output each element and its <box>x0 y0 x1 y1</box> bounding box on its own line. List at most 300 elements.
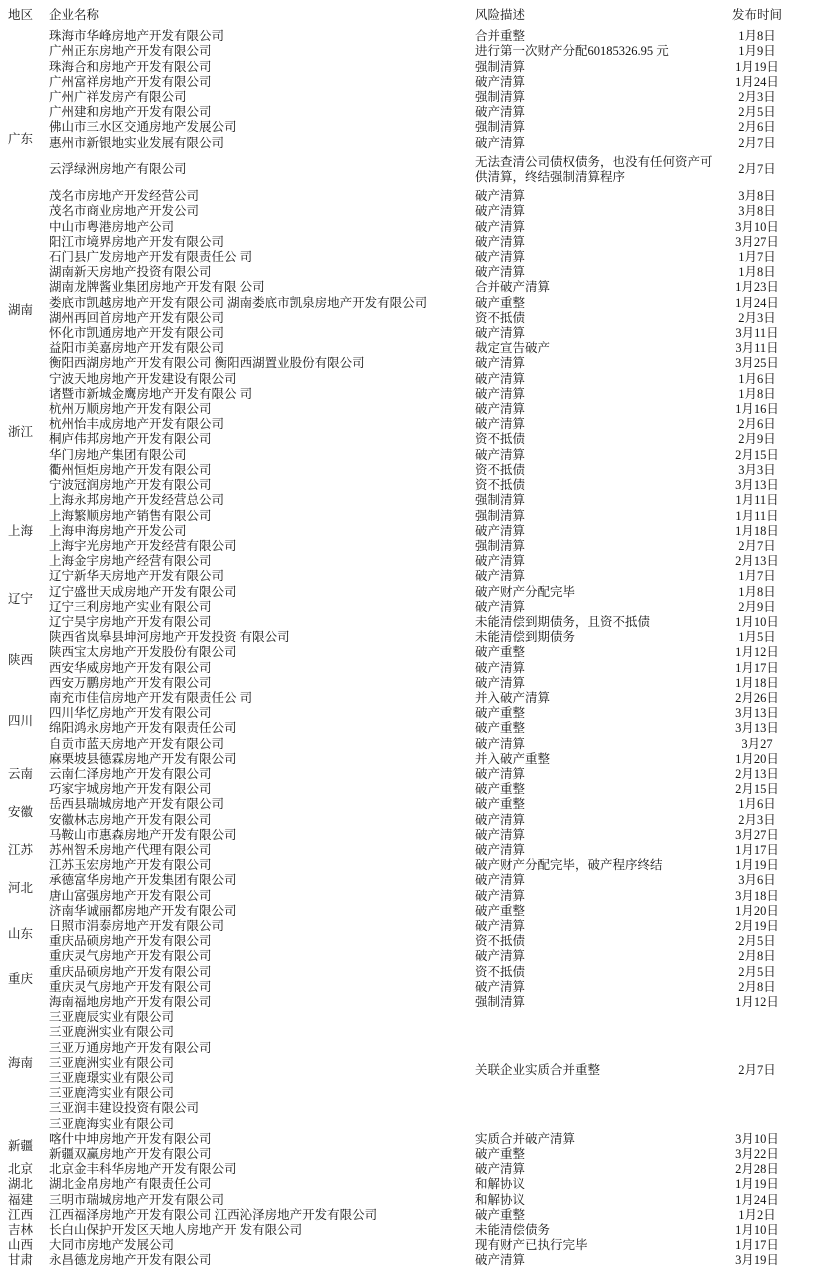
region-label: 山东 <box>8 926 34 941</box>
row-spacer <box>795 151 825 189</box>
region-label: 山西 <box>8 1238 34 1253</box>
risk-description: 破产清算 <box>475 660 526 675</box>
table-row <box>0 630 825 645</box>
company-name: 新疆双赢房地产开发有限公司 <box>49 1147 212 1162</box>
row-spacer <box>795 661 825 676</box>
publish-date: 3月25日 <box>735 356 779 371</box>
company-name: 惠州市新银地实业发展有限公司 <box>49 135 225 150</box>
company-name: 巧家宇城房地产开发有限公司 <box>49 782 212 797</box>
company-name: 杭州怡丰成房地产开发有限公司 <box>49 417 225 432</box>
company-name: 益阳市美嘉房地产开发有限公司 <box>49 341 225 356</box>
risk-description: 破产重整 <box>475 645 526 660</box>
table-row <box>0 934 825 949</box>
company-name: 北京金丰科华房地产开发有限公司 <box>49 1162 237 1177</box>
region-label: 北京 <box>8 1162 34 1177</box>
table-row <box>0 44 825 59</box>
table-row <box>0 136 825 151</box>
risk-description: 破产清算 <box>475 599 526 614</box>
risk-description: 强制清算 <box>475 508 526 523</box>
table-row <box>0 889 825 904</box>
row-spacer <box>795 220 825 235</box>
publish-date: 2月28日 <box>735 1162 779 1177</box>
row-spacer <box>795 75 825 90</box>
publish-date: 2月7日 <box>738 1063 776 1078</box>
publish-date: 1月5日 <box>738 630 776 645</box>
row-spacer <box>795 630 825 645</box>
publish-date: 1月8日 <box>738 29 776 44</box>
publish-date: 2月3日 <box>738 310 776 325</box>
risk-description: 破产清算 <box>475 204 526 219</box>
risk-description: 强制清算 <box>475 59 526 74</box>
company-name: 华门房地产集团有限公司 <box>49 447 187 462</box>
row-spacer <box>795 691 825 706</box>
row-spacer <box>795 721 825 736</box>
row-spacer <box>795 1238 825 1253</box>
row-spacer <box>795 1193 825 1208</box>
publish-date: 2月8日 <box>738 949 776 964</box>
company-name: 重庆品硕房地产开发有限公司 <box>49 964 212 979</box>
table-row <box>0 843 825 858</box>
table-row <box>0 873 825 888</box>
company-name: 茂名市房地产开发经营公司 <box>49 189 200 204</box>
table-row <box>0 919 825 934</box>
company-risk-table <box>0 5 825 1269</box>
row-spacer <box>795 995 825 1010</box>
company-name: 唐山富强房地产开发有限公司 <box>49 888 212 903</box>
risk-description: 破产清算 <box>475 812 526 827</box>
table-row <box>0 752 825 767</box>
row-spacer <box>795 919 825 934</box>
region-label: 湖北 <box>8 1177 34 1192</box>
table-row <box>0 1147 825 1162</box>
publish-date: 3月10日 <box>735 219 779 234</box>
risk-description: 资不抵债 <box>475 310 526 325</box>
row-spacer <box>795 1177 825 1192</box>
company-name: 长白山保护开发区天地人房地产开 发有限公司 <box>49 1223 303 1238</box>
company-name: 娄底市凯越房地产开发有限公司 湖南娄底市凯泉房地产开发有限公司 <box>49 295 428 310</box>
row-spacer <box>795 980 825 995</box>
risk-description: 破产财产分配完毕 <box>475 584 576 599</box>
company-name: 广州建和房地产开发有限公司 <box>49 105 212 120</box>
table-row <box>0 235 825 250</box>
row-spacer <box>795 478 825 493</box>
row-spacer <box>795 813 825 828</box>
risk-description: 破产重整 <box>475 1147 526 1162</box>
risk-description: 裁定宣告破产 <box>475 341 551 356</box>
risk-description: 破产清算 <box>475 250 526 265</box>
region-label: 云南 <box>8 766 34 781</box>
risk-description: 资不抵债 <box>475 478 526 493</box>
company-name: 岳西县瑞城房地产开发有限公司 <box>49 797 225 812</box>
publish-date: 3月10日 <box>735 1131 779 1146</box>
table-row <box>0 1223 825 1238</box>
publish-date: 2月26日 <box>735 690 779 705</box>
publish-date: 2月13日 <box>735 554 779 569</box>
table-row <box>0 524 825 539</box>
company-name: 湖南龙牌酱业集团房地产开发有限 公司 <box>49 280 265 295</box>
publish-date: 3月27日 <box>735 234 779 249</box>
company-name: 石门县广发房地产开发有限责任公 司 <box>49 250 253 265</box>
table-row <box>0 615 825 630</box>
row-spacer <box>795 949 825 964</box>
company-name: 重庆品硕房地产开发有限公司 <box>49 934 212 949</box>
publish-date: 1月19日 <box>735 59 779 74</box>
risk-description: 关联企业实质合并重整 <box>475 1063 601 1078</box>
company-name: 上海金宇房地产经营有限公司 <box>49 554 212 569</box>
risk-description: 资不抵债 <box>475 432 526 447</box>
table-header-row <box>0 5 825 29</box>
table-row <box>0 75 825 90</box>
risk-description: 破产清算 <box>475 371 526 386</box>
publish-date: 3月8日 <box>738 189 776 204</box>
publish-date: 1月11日 <box>735 493 779 508</box>
row-spacer <box>795 767 825 782</box>
company-name: 安徽林志房地产开发有限公司 <box>49 812 212 827</box>
table-row <box>0 706 825 721</box>
document-page <box>0 5 825 1287</box>
table-row <box>0 105 825 120</box>
publish-date: 1月7日 <box>738 569 776 584</box>
row-spacer <box>795 509 825 524</box>
table-row <box>0 980 825 995</box>
publish-date: 2月3日 <box>738 90 776 105</box>
publish-date: 1月11日 <box>735 508 779 523</box>
company-name: 诸暨市新城金鹰房地产开发有限公 司 <box>49 386 253 401</box>
company-name: 三亚鹿海实业有限公司 <box>49 1116 175 1131</box>
table-row <box>0 1010 825 1025</box>
risk-description: 并入破产重整 <box>475 751 551 766</box>
company-name: 辽宁昊宇房地产开发有限公司 <box>49 614 212 629</box>
table-row <box>0 858 825 873</box>
table-row <box>0 797 825 812</box>
publish-date: 2月13日 <box>735 766 779 781</box>
row-spacer <box>795 1223 825 1238</box>
region-label: 海南 <box>8 1055 34 1070</box>
risk-description: 强制清算 <box>475 995 526 1009</box>
region-label: 辽宁 <box>8 592 34 607</box>
table-row <box>0 265 825 280</box>
row-spacer <box>795 296 825 311</box>
row-spacer <box>795 204 825 219</box>
row-spacer <box>795 706 825 721</box>
publish-date: 3月18日 <box>735 888 779 903</box>
company-name: 南充市佳信房地产开发有限责任公 司 <box>49 690 253 705</box>
company-name: 宁波冠润房地产开发有限公司 <box>49 478 212 493</box>
company-name: 怀化市凯通房地产开发有限公司 <box>49 326 225 341</box>
table-row <box>0 828 825 843</box>
publish-date: 2月9日 <box>738 432 776 447</box>
region-label: 江苏 <box>8 842 34 857</box>
risk-description: 现有财产已执行完毕 <box>475 1238 588 1253</box>
company-name: 阳江市境界房地产开发有限公司 <box>49 234 225 249</box>
company-name: 广州广祥发房产有限公司 <box>49 90 187 105</box>
company-name: 海南福地房地产开发有限公司 <box>49 995 212 1009</box>
region-label: 上海 <box>8 523 34 538</box>
table-row <box>0 432 825 447</box>
region-label: 浙江 <box>8 424 34 439</box>
risk-description: 破产清算 <box>475 219 526 234</box>
risk-description: 和解协议 <box>475 1192 526 1207</box>
table-row <box>0 904 825 919</box>
risk-description: 资不抵债 <box>475 964 526 979</box>
risk-description: 破产清算 <box>475 234 526 249</box>
row-spacer <box>795 493 825 508</box>
company-name: 茂名市商业房地产开发公司 <box>49 204 200 219</box>
publish-date: 3月19日 <box>735 1253 779 1268</box>
region-label: 湖南 <box>8 303 34 318</box>
company-name: 绵阳鸿永房地产开发有限责任公司 <box>49 721 237 736</box>
risk-description: 破产清算 <box>475 326 526 341</box>
company-name: 济南华诚丽都房地产开发有限公司 <box>49 903 237 918</box>
risk-description: 破产清算 <box>475 675 526 690</box>
table-row <box>0 1132 825 1147</box>
row-spacer <box>795 448 825 463</box>
risk-description: 进行第一次财产分配60185326.95 元 <box>475 44 669 59</box>
table-row <box>0 356 825 371</box>
publish-date: 1月8日 <box>738 584 776 599</box>
region-label: 甘肃 <box>8 1253 34 1268</box>
company-name: 湖南新天房地产投资有限公司 <box>49 265 212 280</box>
publish-date: 1月6日 <box>738 371 776 386</box>
table-row <box>0 691 825 706</box>
risk-description: 破产重整 <box>475 721 526 736</box>
row-spacer <box>795 280 825 295</box>
risk-description: 破产清算 <box>475 417 526 432</box>
publish-date: 1月23日 <box>735 280 779 295</box>
risk-description: 强制清算 <box>475 120 526 135</box>
table-row <box>0 189 825 204</box>
row-spacer <box>795 904 825 919</box>
company-name: 上海宇光房地产开发经营有限公司 <box>49 538 237 553</box>
publish-date: 2月15日 <box>735 782 779 797</box>
row-spacer <box>795 311 825 326</box>
company-name: 中山市粤港房地产公司 <box>49 219 175 234</box>
region-label: 江西 <box>8 1207 34 1222</box>
publish-date: 3月13日 <box>735 478 779 493</box>
row-spacer <box>795 1253 825 1268</box>
company-name: 江西福泽房地产开发有限公司 江西沁泽房地产开发有限公司 <box>49 1207 378 1222</box>
row-spacer <box>795 417 825 432</box>
row-spacer <box>795 1132 825 1147</box>
row-spacer <box>795 539 825 554</box>
publish-date: 2月19日 <box>735 918 779 933</box>
publish-date: 3月13日 <box>735 721 779 736</box>
table-row <box>0 645 825 660</box>
company-name: 陕西宝太房地产开发股份有限公司 <box>49 645 237 660</box>
table-row <box>0 585 825 600</box>
row-spacer <box>795 60 825 75</box>
row-spacer <box>795 797 825 812</box>
row-spacer <box>795 235 825 250</box>
risk-description: 无法查清公司债权债务，也没有任何资产可供清算，终结强制清算程序 <box>475 154 713 185</box>
company-name: 西安万鹏房地产开发有限公司 <box>49 675 212 690</box>
risk-description: 合并重整 <box>475 29 526 44</box>
risk-description: 和解协议 <box>475 1177 526 1192</box>
row-spacer <box>795 29 825 44</box>
row-spacer <box>795 1162 825 1177</box>
company-name: 上海永邦房地产开发经营总公司 <box>49 493 225 508</box>
table-row <box>0 721 825 736</box>
publish-date: 1月19日 <box>735 858 779 873</box>
row-spacer <box>795 341 825 356</box>
risk-description: 未能清偿到期债务 <box>475 630 576 645</box>
publish-date: 2月6日 <box>738 417 776 432</box>
publish-date: 1月18日 <box>735 675 779 690</box>
company-name: 江苏玉宏房地产开发有限公司 <box>49 858 212 873</box>
company-name: 麻栗坡县德霖房地产开发有限公司 <box>49 751 237 766</box>
table-row <box>0 554 825 569</box>
region-label: 福建 <box>8 1192 34 1207</box>
row-spacer <box>795 1208 825 1223</box>
publish-date: 2月3日 <box>738 812 776 827</box>
company-name: 三亚万通房地产开发有限公司 <box>49 1040 212 1055</box>
row-spacer <box>795 189 825 204</box>
publish-date: 2月9日 <box>738 599 776 614</box>
publish-date: 3月11日 <box>735 341 779 356</box>
company-name: 上海申海房地产开发公司 <box>49 523 187 538</box>
company-name: 辽宁三利房地产实业有限公司 <box>49 599 212 614</box>
company-name: 苏州智禾房地产代理有限公司 <box>49 842 212 857</box>
risk-description: 破产清算 <box>475 523 526 538</box>
risk-description: 强制清算 <box>475 90 526 105</box>
publish-date: 3月22日 <box>735 1147 779 1162</box>
company-name: 湖州再回首房地产开发有限公司 <box>49 310 225 325</box>
table-row <box>0 341 825 356</box>
row-spacer <box>795 569 825 584</box>
publish-date: 3月6日 <box>738 873 776 888</box>
risk-description: 资不抵债 <box>475 934 526 949</box>
table-row <box>0 372 825 387</box>
publish-date: 1月16日 <box>735 402 779 417</box>
table-row <box>0 90 825 105</box>
risk-description: 破产清算 <box>475 356 526 371</box>
company-name: 广州正东房地产开发有限公司 <box>49 44 212 59</box>
publish-date: 2月7日 <box>738 135 776 150</box>
row-spacer <box>795 828 825 843</box>
table-row <box>0 782 825 797</box>
company-name: 衢州恒炬房地产开发有限公司 <box>49 462 212 477</box>
risk-description: 破产清算 <box>475 265 526 280</box>
risk-description: 破产清算 <box>475 1162 526 1177</box>
publish-date: 3月27 <box>741 736 773 751</box>
row-spacer <box>795 645 825 660</box>
table-row <box>0 995 825 1010</box>
table-row <box>0 478 825 493</box>
risk-description: 破产清算 <box>475 386 526 401</box>
risk-description: 破产清算 <box>475 569 526 584</box>
publish-date: 1月10日 <box>735 1223 779 1238</box>
row-spacer <box>795 585 825 600</box>
company-name: 桐庐伟邦房地产开发有限公司 <box>49 432 212 447</box>
risk-description: 破产清算 <box>475 74 526 89</box>
table-header <box>0 5 825 29</box>
row-spacer <box>795 524 825 539</box>
publish-date: 2月5日 <box>738 934 776 949</box>
row-spacer <box>795 136 825 151</box>
publish-date: 1月24日 <box>735 1192 779 1207</box>
publish-date: 1月20日 <box>735 903 779 918</box>
table-row <box>0 539 825 554</box>
row-spacer <box>795 326 825 341</box>
row-spacer <box>795 44 825 59</box>
table-row <box>0 1253 825 1268</box>
company-name: 西安华威房地产开发有限公司 <box>49 660 212 675</box>
publish-date: 1月8日 <box>738 386 776 401</box>
risk-description: 破产重整 <box>475 782 526 797</box>
publish-date: 1月24日 <box>735 295 779 310</box>
risk-description: 资不抵债 <box>475 462 526 477</box>
risk-description: 破产重整 <box>475 797 526 812</box>
publish-date: 1月24日 <box>735 74 779 89</box>
table-row <box>0 204 825 219</box>
company-name: 三明市瑞城房地产开发有限公司 <box>49 1192 225 1207</box>
company-name: 永昌德龙房地产开发有限公司 <box>49 1253 212 1268</box>
row-spacer <box>795 889 825 904</box>
row-spacer <box>795 615 825 630</box>
row-spacer <box>795 858 825 873</box>
table-row <box>0 1177 825 1192</box>
publish-date: 1月2日 <box>738 1207 776 1222</box>
company-name: 喀什中坤房地产开发有限公司 <box>49 1131 212 1146</box>
company-name: 承德富华房地产开发集团有限公司 <box>49 873 237 888</box>
publish-date: 1月20日 <box>735 751 779 766</box>
company-name: 三亚鹿湾实业有限公司 <box>49 1086 175 1101</box>
risk-table-body <box>0 29 825 1268</box>
table-row <box>0 280 825 295</box>
risk-description: 破产重整 <box>475 706 526 721</box>
table-row <box>0 448 825 463</box>
region-label: 安徽 <box>8 804 34 819</box>
publish-date: 1月12日 <box>735 645 779 660</box>
table-row <box>0 1193 825 1208</box>
table-row <box>0 1162 825 1177</box>
table-row <box>0 151 825 189</box>
company-name: 四川华忆房地产开发有限公司 <box>49 706 212 721</box>
table-row <box>0 296 825 311</box>
table-row <box>0 417 825 432</box>
publish-date: 1月19日 <box>735 1177 779 1192</box>
table-row <box>0 1238 825 1253</box>
row-spacer <box>795 90 825 105</box>
company-name: 三亚润丰建设投资有限公司 <box>49 1101 200 1116</box>
publish-date: 1月9日 <box>738 44 776 59</box>
risk-description: 破产清算 <box>475 1253 526 1268</box>
risk-description: 破产重整 <box>475 295 526 310</box>
risk-description: 破产清算 <box>475 766 526 781</box>
table-row <box>0 676 825 691</box>
header-region: 地区 <box>8 8 34 22</box>
region-label: 广东 <box>8 132 34 147</box>
row-spacer <box>795 737 825 752</box>
risk-description: 破产清算 <box>475 979 526 994</box>
region-label: 陕西 <box>8 652 34 667</box>
risk-description: 破产清算 <box>475 554 526 569</box>
risk-description: 破产清算 <box>475 135 526 150</box>
risk-description: 破产清算 <box>475 189 526 204</box>
row-spacer <box>795 265 825 280</box>
header-risk: 风险描述 <box>475 8 526 22</box>
company-name: 大同市房地产发展公司 <box>49 1238 175 1253</box>
region-label: 新疆 <box>8 1139 34 1154</box>
publish-date: 3月11日 <box>735 326 779 341</box>
table-row <box>0 1208 825 1223</box>
publish-date: 3月27日 <box>735 827 779 842</box>
risk-description: 破产清算 <box>475 105 526 120</box>
company-name: 自贡市蓝天房地产开发有限公司 <box>49 736 225 751</box>
risk-description: 强制清算 <box>475 493 526 508</box>
row-spacer <box>795 402 825 417</box>
publish-date: 2月5日 <box>738 964 776 979</box>
